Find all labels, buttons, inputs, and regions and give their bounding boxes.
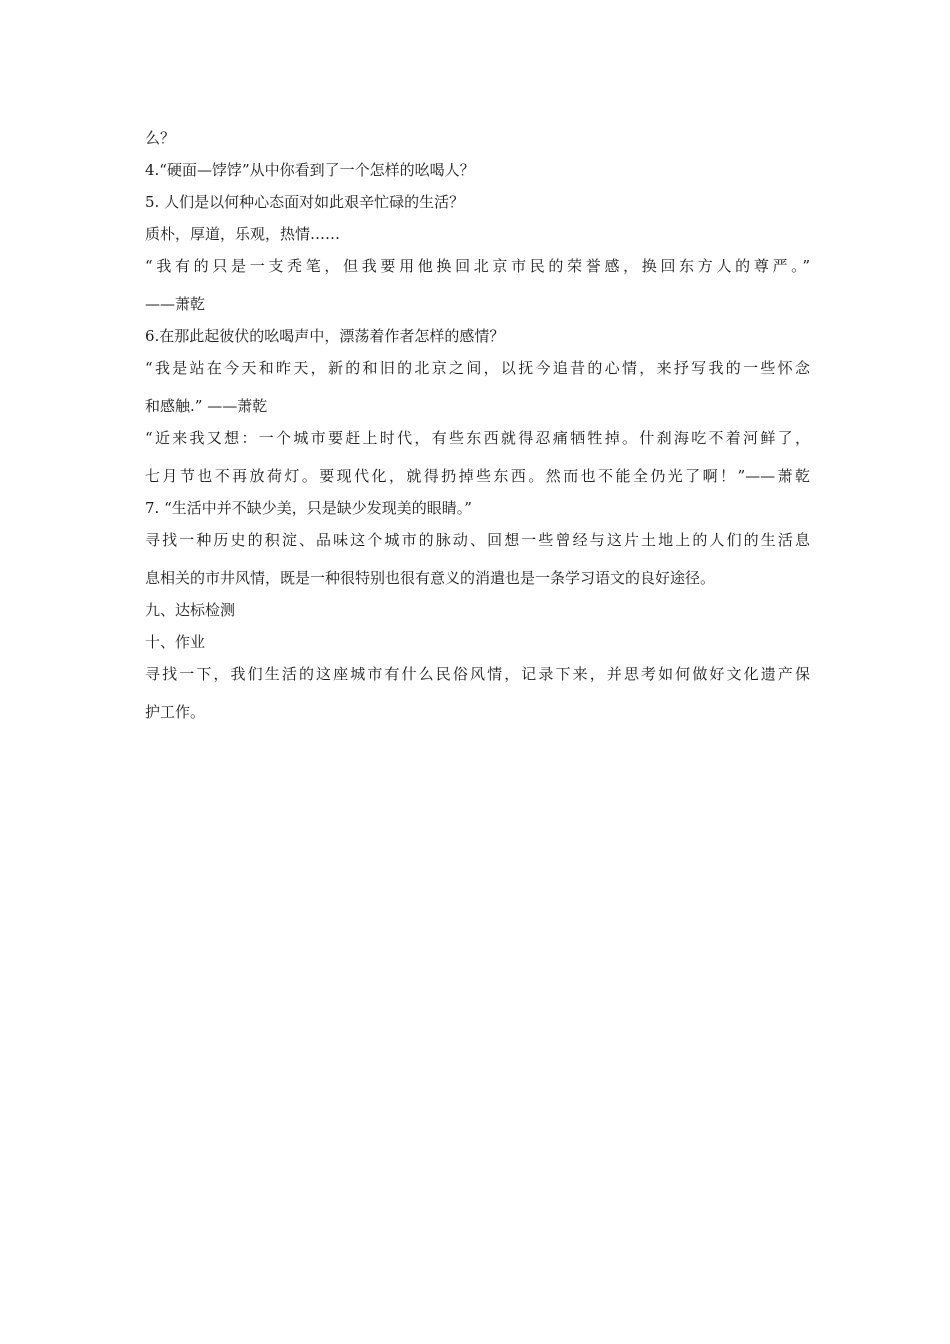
paragraph-7-line-1: 寻找一种历史的积淀、品味这个城市的脉动、回想一些曾经与这片土地上的人们的生活息 <box>145 531 810 549</box>
section-9-heading: 九、达标检测 <box>145 601 236 619</box>
question-7: 7. “生活中并不缺少美，只是缺少发现美的眼睛。” <box>145 499 472 517</box>
answer-5: 质朴，厚道，乐观，热情…… <box>145 225 341 243</box>
homework-line-1: 寻找一下，我们生活的这座城市有什么民俗风情，记录下来，并思考如何做好文化遗产保 <box>145 665 810 683</box>
quote-attribution: ——萧乾 <box>145 295 206 313</box>
text-line: 么？ <box>145 129 176 147</box>
question-6: 6.在那此起彼伏的吆喝声中，漂荡着作者怎样的感情？ <box>145 327 505 345</box>
question-4: 4.“硬面—饽饽”从中你看到了一个怎样的吆喝人？ <box>145 161 475 179</box>
quote-xiaoqian-1: “我有的只是一支秃笔，但我要用他换回北京市民的荣誉感，换回东方人的尊严。” <box>145 257 810 275</box>
homework-line-2: 护工作。 <box>145 703 206 721</box>
quote-xiaoqian-2-line-2: 和感触.” ——萧乾 <box>145 397 268 415</box>
document-page <box>145 128 810 734</box>
quote-xiaoqian-3-line-2: 七月节也不再放荷灯。要现代化，就得扔掉些东西。然而也不能全仍光了啊！”——萧乾 <box>145 467 810 485</box>
section-10-heading: 十、作业 <box>145 633 206 651</box>
question-5: 5. 人们是以何种心态面对如此艰辛忙碌的生活？ <box>145 193 465 211</box>
quote-xiaoqian-3-line-1: “近来我又想：一个城市要赶上时代，有些东西就得忍痛牺牲掉。什刹海吃不着河鲜了， <box>145 429 810 447</box>
paragraph-7-line-2: 息相关的市井风情，既是一种很特别也很有意义的消遣也是一条学习语文的良好途径。 <box>145 569 716 587</box>
quote-xiaoqian-2-line-1: “我是站在今天和昨天，新的和旧的北京之间，以抚今追昔的心情，来抒写我的一些怀念 <box>145 359 810 377</box>
